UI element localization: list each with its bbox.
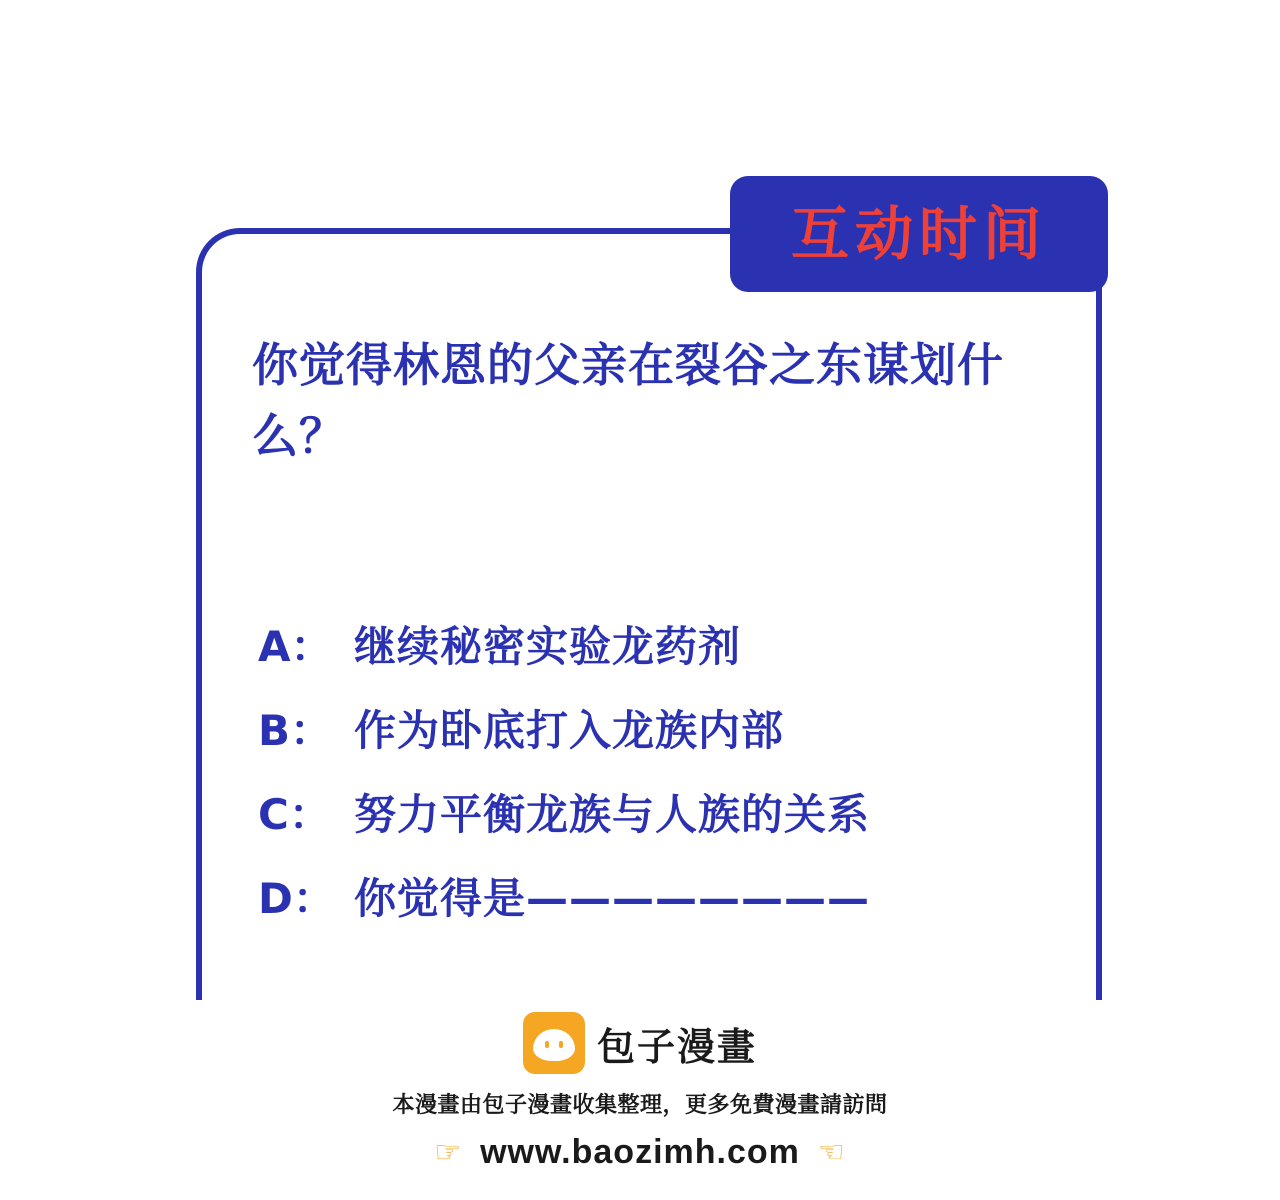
pointing-hand-left-icon: ☜ (817, 1135, 846, 1170)
banner-label: 互动时间 (790, 200, 1047, 268)
list-item[interactable] (258, 706, 1088, 755)
option-key: B： (258, 706, 333, 755)
brand-name: 包子漫畫 (596, 1024, 757, 1069)
footer-notice: 本漫畫由包子漫畫收集整理，更多免費漫畫請訪問 (392, 1093, 888, 1118)
option-key: D： (258, 874, 335, 923)
option-label: 作为卧底打入龙族内部 (354, 706, 785, 755)
list-item[interactable] (258, 622, 1088, 671)
option-label: 努力平衡龙族与人族的关系 (354, 790, 871, 839)
option-label: 继续秘密实验龙药剂 (354, 622, 742, 671)
pointing-hand-right-icon: ☞ (434, 1135, 463, 1170)
baozi-logo-icon (523, 1012, 585, 1074)
option-label: 你觉得是———————— (354, 874, 871, 923)
option-key: A： (258, 622, 333, 671)
site-url[interactable]: www.baozimh.com (480, 1133, 800, 1171)
poll-options (258, 622, 1088, 962)
list-item[interactable] (258, 790, 1088, 839)
footer-url-row (0, 1133, 1280, 1172)
interaction-banner (730, 176, 1108, 292)
option-key: C： (258, 790, 331, 839)
brand (0, 1012, 1280, 1074)
footer (0, 1012, 1280, 1172)
poll-question: 你觉得林恩的父亲在裂谷之东谋划什么？ (252, 338, 1004, 464)
list-item[interactable] (258, 874, 1088, 923)
